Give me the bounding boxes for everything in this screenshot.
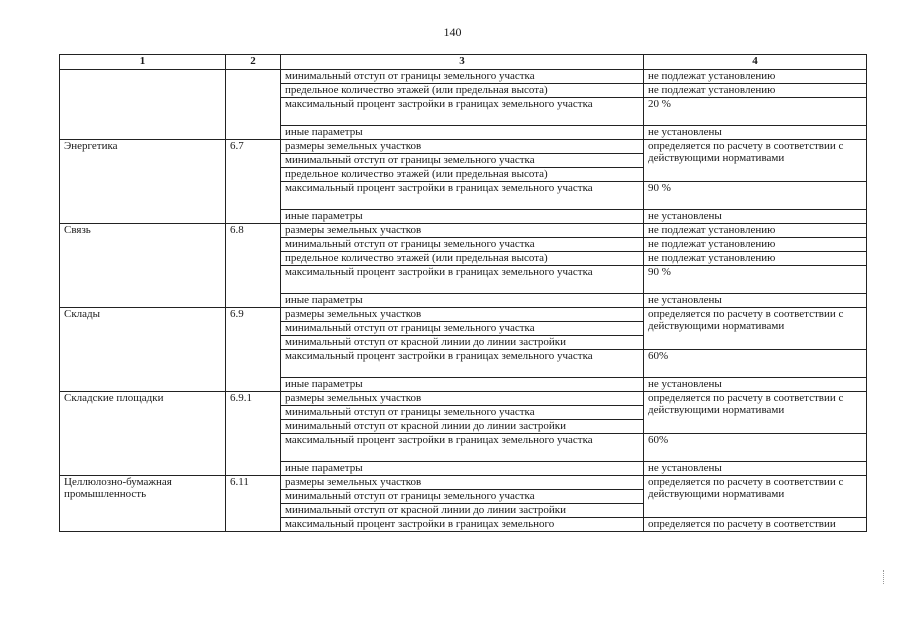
- param-cell: минимальный отступ от границы земельного участка: [281, 490, 644, 504]
- merged-value-cell: определяется по расчету в соответствии с действующими нормативами: [644, 140, 867, 182]
- param-cell: размеры земельных участков: [281, 308, 644, 322]
- param-cell: максимальный процент застройки в границах земельного участка: [281, 350, 644, 378]
- table-row: [60, 140, 867, 154]
- param-cell: иные параметры: [281, 378, 644, 392]
- param-cell: максимальный процент застройки в границах земельного участка: [281, 182, 644, 210]
- group-name-cell: Энергетика: [60, 140, 226, 224]
- value-cell: не подлежат установлению: [644, 238, 867, 252]
- group-code-cell: 6.7: [226, 140, 281, 224]
- param-cell: максимальный процент застройки в границах земельного: [281, 518, 644, 532]
- value-cell: не установлены: [644, 294, 867, 308]
- group-name-cell: Складские площадки: [60, 392, 226, 476]
- param-cell: минимальный отступ от красной линии до линии застройки: [281, 336, 644, 350]
- regulations-table: [59, 54, 867, 532]
- value-cell: 90 %: [644, 266, 867, 294]
- group-name-cell: Связь: [60, 224, 226, 308]
- header-row: [60, 55, 867, 70]
- group-name-cell: [60, 70, 226, 140]
- value-cell: 90 %: [644, 182, 867, 210]
- column-header: 2: [226, 55, 281, 70]
- table-row: [60, 308, 867, 322]
- param-cell: размеры земельных участков: [281, 140, 644, 154]
- value-cell: не подлежат установлению: [644, 84, 867, 98]
- column-header: 4: [644, 55, 867, 70]
- table-row: [60, 476, 867, 490]
- scan-margin-mark: [883, 570, 890, 584]
- param-cell: минимальный отступ от границы земельного участка: [281, 154, 644, 168]
- group-name-cell: Склады: [60, 308, 226, 392]
- value-cell: не установлены: [644, 462, 867, 476]
- param-cell: размеры земельных участков: [281, 392, 644, 406]
- value-cell: не подлежат установлению: [644, 252, 867, 266]
- value-cell: 20 %: [644, 98, 867, 126]
- merged-value-cell: определяется по расчету в соответствии с действующими нормативами: [644, 476, 867, 518]
- param-cell: иные параметры: [281, 462, 644, 476]
- param-cell: минимальный отступ от границы земельного участка: [281, 322, 644, 336]
- param-cell: минимальный отступ от красной линии до линии застройки: [281, 420, 644, 434]
- param-cell: размеры земельных участков: [281, 476, 644, 490]
- value-cell: не установлены: [644, 378, 867, 392]
- param-cell: минимальный отступ от границы земельного участка: [281, 238, 644, 252]
- value-cell: 60%: [644, 434, 867, 462]
- group-code-cell: 6.11: [226, 476, 281, 532]
- param-cell: максимальный процент застройки в границах земельного участка: [281, 266, 644, 294]
- table-row: [60, 70, 867, 84]
- param-cell: максимальный процент застройки в границах земельного участка: [281, 434, 644, 462]
- group-code-cell: 6.8: [226, 224, 281, 308]
- value-cell: не установлены: [644, 126, 867, 140]
- column-header: 1: [60, 55, 226, 70]
- group-name-cell: Целлюлозно-бумажная промышленность: [60, 476, 226, 532]
- param-cell: иные параметры: [281, 294, 644, 308]
- value-cell: определяется по расчету в соответствии: [644, 518, 867, 532]
- param-cell: иные параметры: [281, 126, 644, 140]
- merged-value-cell: определяется по расчету в соответствии с действующими нормативами: [644, 392, 867, 434]
- param-cell: предельное количество этажей (или предельная высота): [281, 252, 644, 266]
- param-cell: иные параметры: [281, 210, 644, 224]
- param-cell: минимальный отступ от красной линии до линии застройки: [281, 504, 644, 518]
- group-code-cell: 6.9.1: [226, 392, 281, 476]
- group-code-cell: [226, 70, 281, 140]
- page-number: 140: [443, 25, 462, 39]
- merged-value-cell: определяется по расчету в соответствии с действующими нормативами: [644, 308, 867, 350]
- param-cell: максимальный процент застройки в границах земельного участка: [281, 98, 644, 126]
- param-cell: минимальный отступ от границы земельного участка: [281, 406, 644, 420]
- table-row: [60, 392, 867, 406]
- value-cell: 60%: [644, 350, 867, 378]
- param-cell: предельное количество этажей (или предельная высота): [281, 84, 644, 98]
- param-cell: размеры земельных участков: [281, 224, 644, 238]
- value-cell: не подлежат установлению: [644, 70, 867, 84]
- param-cell: предельное количество этажей (или предельная высота): [281, 168, 644, 182]
- value-cell: не установлены: [644, 210, 867, 224]
- param-cell: минимальный отступ от границы земельного участка: [281, 70, 644, 84]
- group-code-cell: 6.9: [226, 308, 281, 392]
- table-row: [60, 224, 867, 238]
- value-cell: не подлежат установлению: [644, 224, 867, 238]
- column-header: 3: [281, 55, 644, 70]
